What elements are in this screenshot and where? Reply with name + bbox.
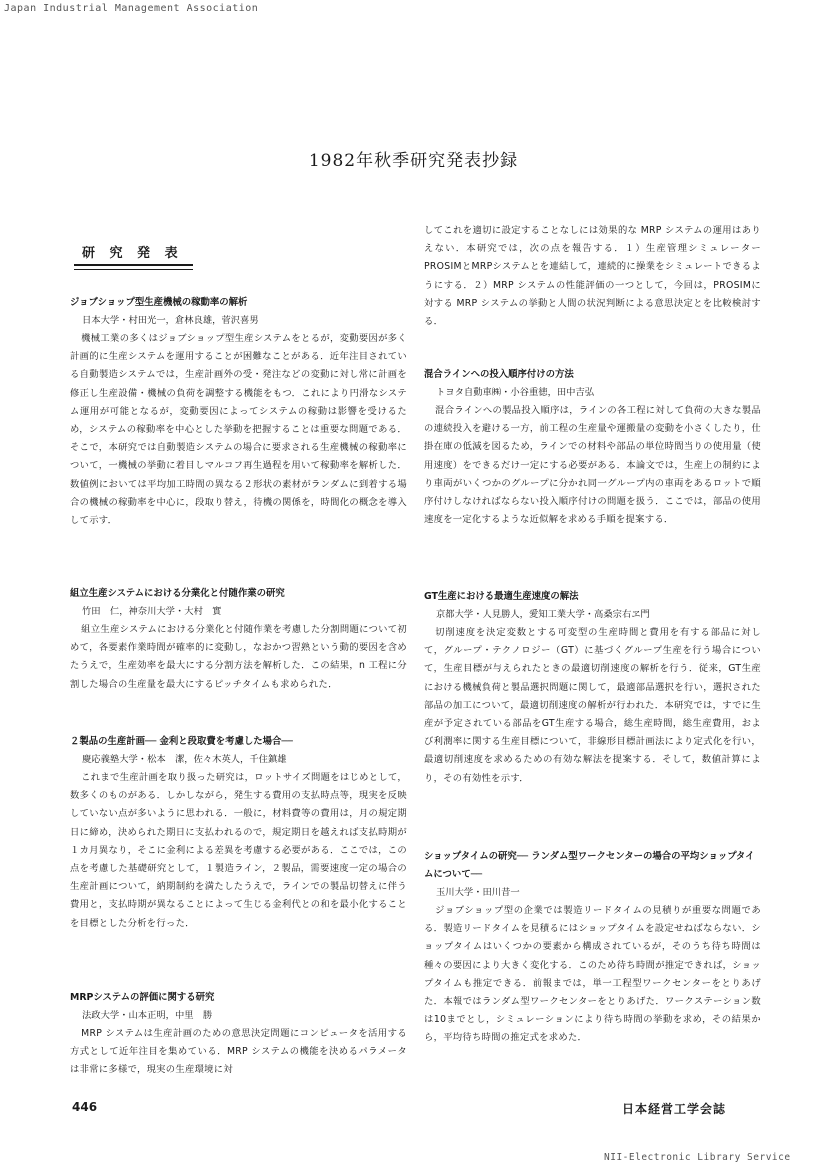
article-body: 切削速度を決定変数とする可変型の生産時間と費用を有する部品に対して，グループ・テクノロジー（GT）に基づくグループ生産を行う場合について，生産目標が与えられたときの最適切削速度の解析を行う．従来，GT生産における機械負荷と製品選択問題に関して，最適部品選択を行い，選択された部品の加工について，最適切削速度の解析が行われた．本研究では，すでに生産が予定されている部品をGT生産する場合，総生産時間，総生産費用，および利潤率に関する生産目標について，非線形目標計画法により定式化を行い，最適切削速度を求めるための有効な解法を提案する．そして，数値計算により，その有効性を示す． [424, 627, 761, 784]
article-authors: 竹田 仁，神奈川大学・大村 實 [82, 606, 222, 617]
article-title: GT生産における最適生産速度の解法 [424, 591, 579, 602]
article-gt-production [424, 588, 761, 788]
article-title: 混合ラインへの投入順序付けの方法 [424, 369, 574, 380]
article-jobshop [70, 294, 407, 530]
article-body: MRP システムは生産計画のための意思決定問題にコンピュータを活用する方式として近年注目を集めている．MRP システムの機能を決めるパラメータは非常に多様で，現実の生産環境に対 [70, 1028, 407, 1076]
article-two-products [70, 733, 407, 933]
article-mixed-line [424, 366, 761, 529]
article-title: 組立生産システムにおける分業化と付随作業の研究 [70, 588, 285, 599]
article-assembly [70, 585, 407, 694]
article-title: MRPシステムの評価に関する研究 [70, 992, 215, 1003]
article-body: これまで生産計画を取り扱った研究は，ロットサイズ問題をはじめとして，数多くのものがある．しかしながら，発生する費用の支払時点等，現実を反映していない点が多いように思われる．一般に，材料費等の費用は，月の規定期日に締め，決められた期日に支払われるので，規定期日を越えれば支払時期が１カ月異なり，そこに金利による差異を考慮する必要がある．ここでは，この点を考慮した基礎研究として，１製造ライン，２製品，需要速度一定の場合の生産計画について，納期制約を満たしたうえで，ラインでの製品切替えに伴う費用と，支払時期が異なることによって生じる金利代との和を最小化することを目標とした分析を行った． [70, 772, 407, 929]
section-label: 研 究 発 表 [74, 240, 193, 266]
article-authors: 慶応義塾大学・松本 潔，佐々木英人，千住鎮雄 [82, 754, 287, 765]
article-body: 機械工業の多くはジョブショップ型生産システムをとるが，変動要因が多く計画的に生産システムを運用することが困難なことがある．近年注目されている自動製造システムでは，生産計画外の受・発注などの変動に対し常に計画を修正し生産設備・機械の負荷を調整する機能をもつ．これにより円滑なシステム運用が可能となるが，変動要因によってシステムの稼動は影響を受けるため，システムの稼動率を中心とした挙動を把握することは重要な問題である．そこで，本研究では自動製造システムの場合に要求される生産機械の稼動率について，一機械の挙動に着目しマルコフ再生過程を用いて稼動率を解析した．数値例においては平均加工時間の異なる２形状の素材がランダムに到着する場合の機械の稼動率を中心に，段取り替え，待機の関係を，時間化の概念を導入して示す． [70, 333, 407, 527]
article-authors: 日本大学・村田光一，倉林良雄，菅沢喜男 [82, 315, 259, 326]
article-body: ジョブショップ型の企業では製造リードタイムの見積りが重要な問題である．製造リードタイムを見積るにはショップタイムを設定せねばならない．ショップタイムはいくつかの要素から構成されているが，そのうち待ち時間は種々の要因により大きく変化する．このため待ち時間が推定できれば，ショップタイムも推定できる．前報までは，単一工程型ワークセンターをとりあげた．本報ではランダム型ワークセンターをとりあげた．ワークステーション数は10までとし，シミュレーションにより待ち時間の挙動を求め，その結果から，平均待ち時間の推定式を求めた． [424, 905, 761, 1044]
article-authors: 法政大学・山本正明，中里 勝 [82, 1010, 213, 1021]
article-authors: トヨタ自動車㈱・小谷重徳，田中吉弘 [436, 387, 595, 398]
article-body: 組立生産システムにおける分業化と付随作業を考慮した分割問題について初めて，各要素作業時間が確率的に変動し，なおかつ習熟という動的要因を含めたうえで，生産効率を最大にする分割方法を解析した．この結果，n 工程に分割した場合の生産量を最大にするピッチタイムも求められた． [70, 624, 407, 690]
article-mrp [70, 989, 407, 1080]
article-body: 混合ラインへの製品投入順序は，ラインの各工程に対して負荷の大きな製品の連続投入を避ける一方，前工程の生産量や運搬量の変動を小さくしたり，仕掛在庫の低減を図るため，ラインでの材料や部品の単位時間当りの使用量（使用速度）をできるだけ一定にする必要がある．本論文では，生産上の制約により車両がいくつかのグループに分かれ同一グループ内の車両をあるロットで順序付けしなければならない投入順序付けの問題を扱う．ここでは，部品の使用速度を一定化するような近似解を求める手順を提案する． [424, 405, 761, 526]
article-authors: 玉川大学・田川昔一 [436, 887, 520, 898]
page-title: 1982年秋季研究発表抄録 [308, 151, 519, 171]
page-number: 446 [72, 1100, 98, 1114]
article-body: してこれを適切に設定することなしには効果的な MRP システムの運用はありえない．本研究では，次の点を報告する．１）生産管理シミュレーターPROSIMとMRPシステムとを連結して，連続的に操業をシミュレートできるようにする．２）MRP システムの性能評価の一つとして，今回は，PROSIMに対する MRP システムの挙動と人間の状況判断による意思決定とを比較検討する． [424, 225, 761, 328]
article-title: ジョブショップ型生産機械の稼動率の解析 [70, 297, 248, 308]
footer-service: NII-Electronic Library Service [604, 1152, 791, 1163]
journal-name: 日本経営工学会誌 [622, 1102, 727, 1116]
article-title: ショップタイムの研究── ランダム型ワークセンターの場合の平均ショップタイムについて── [424, 851, 755, 880]
article-mrp-continued [424, 222, 761, 331]
article-authors: 京都大学・人見勝人，愛知工業大学・高桑宗右ヱ門 [436, 609, 650, 620]
header-organization: Japan Industrial Management Association [4, 3, 259, 14]
article-shop-time [424, 848, 761, 1048]
article-title: ２製品の生産計画── 金利と段取費を考慮した場合── [70, 736, 293, 747]
